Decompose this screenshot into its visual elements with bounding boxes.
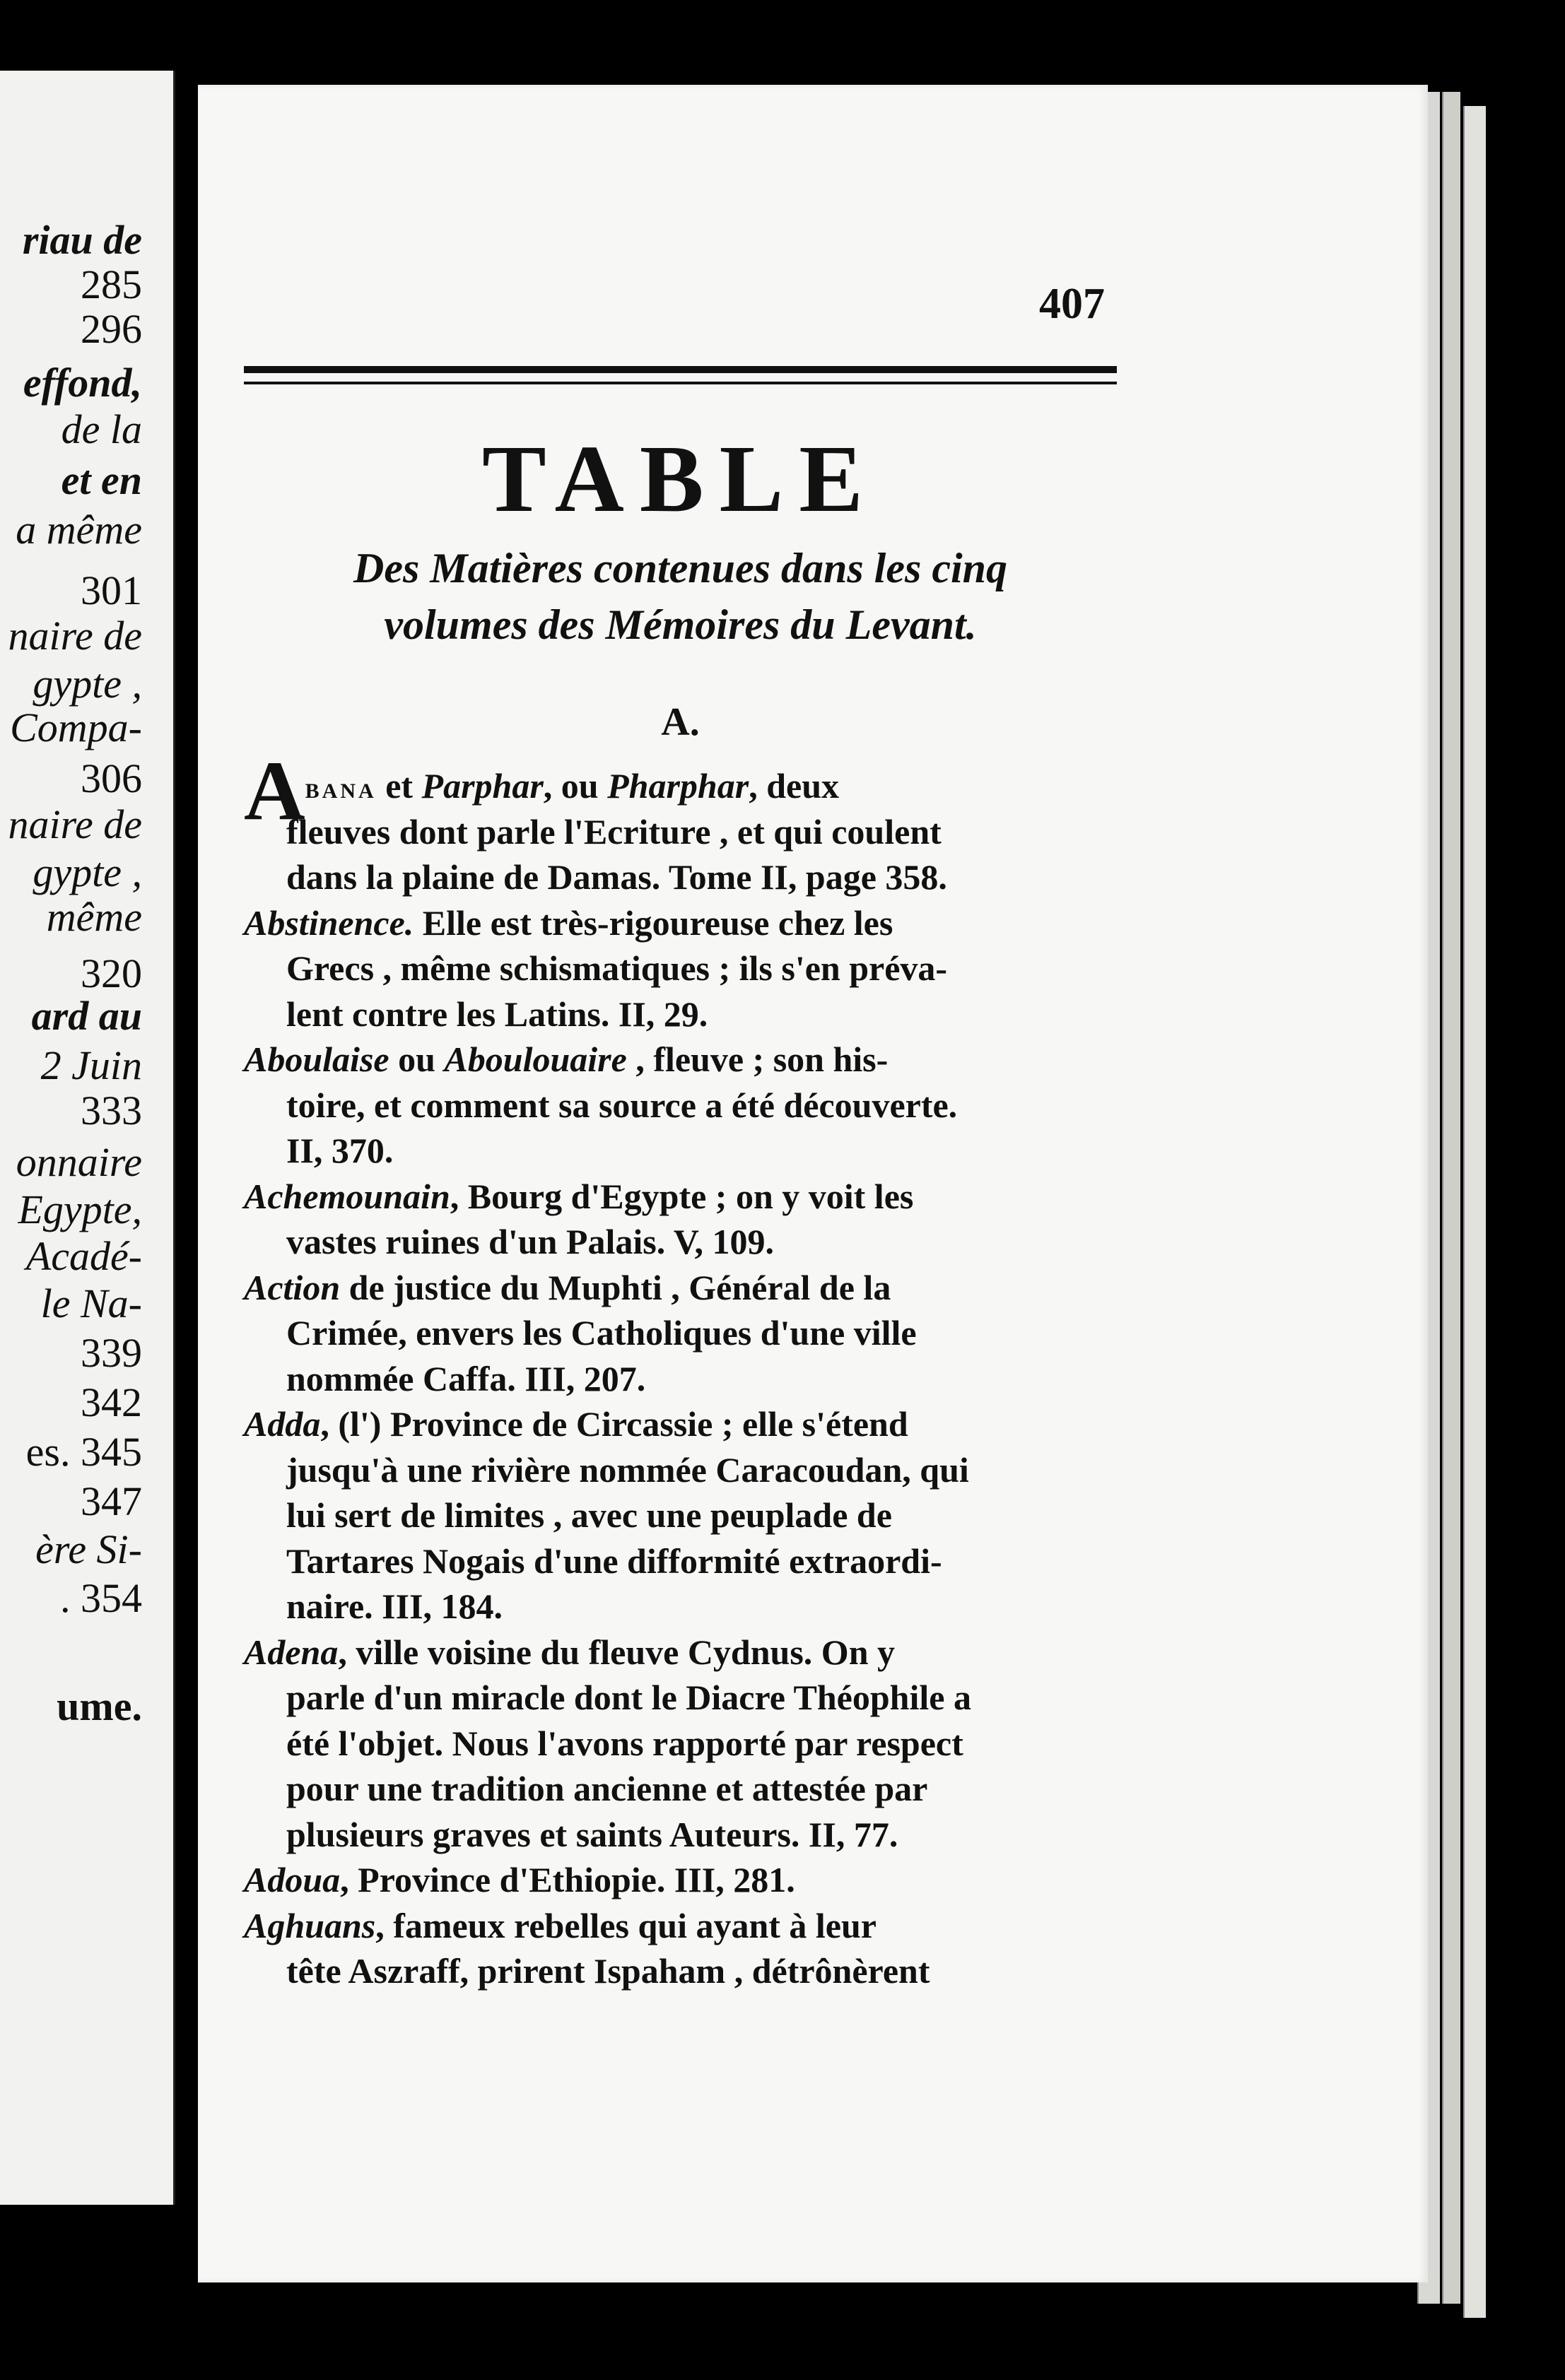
entry-text: lent contre les Latins. II, 29.	[286, 994, 708, 1034]
left-page-fragment: ume.	[57, 1683, 142, 1729]
section-letter: A.	[661, 700, 700, 744]
left-page-fragment: 347	[81, 1478, 142, 1524]
entry-text: toire, et comment sa source a été découverte.	[286, 1085, 958, 1125]
entry-headword: Achemounain	[244, 1176, 450, 1216]
entry-text: pour une tradition ancienne et attestée par	[286, 1769, 928, 1808]
entry-line	[244, 809, 1149, 855]
entry-line	[244, 1083, 1149, 1129]
entry-text: vastes ruines d'un Palais. V, 109.	[286, 1222, 774, 1261]
left-page-fragment: et en	[61, 457, 142, 503]
entry-text: naire. III, 184.	[286, 1586, 503, 1626]
entry-headword: Action	[244, 1267, 341, 1307]
entry-text: de justice du Muphti , Général de la	[340, 1267, 891, 1307]
entry-text: , Bourg d'Egypte ; on y voit les	[450, 1176, 914, 1216]
entry-line	[244, 854, 1149, 900]
entry-line	[244, 900, 1149, 946]
entry-text: II, 370.	[286, 1131, 394, 1170]
entry-headword: Pharphar	[607, 766, 749, 806]
entry-headword: Aghuans	[244, 1905, 376, 1945]
left-page-fragment: 333	[81, 1088, 142, 1133]
index-entry	[244, 743, 1149, 900]
entry-text: été l'objet. Nous l'avons rapporté par respect	[286, 1723, 963, 1763]
entry-line	[244, 1128, 1149, 1174]
entry-text: , (l') Province de Circassie ; elle s'étend	[320, 1404, 908, 1444]
entry-line	[244, 1948, 1149, 1994]
entry-line	[244, 1447, 1149, 1493]
entry-line	[244, 1721, 1149, 1767]
entry-line	[244, 1766, 1149, 1812]
entry-line	[244, 1219, 1149, 1265]
left-page-fragment: onnaire	[16, 1139, 142, 1185]
entry-line	[244, 1812, 1149, 1858]
entry-text: , fleuve ; son his-	[626, 1039, 889, 1079]
left-page-fragment: effond,	[23, 360, 142, 406]
entry-text: et	[376, 766, 422, 806]
left-page-fragment: a même	[16, 507, 142, 553]
entry-text: lui sert de limites , avec une peuplade de	[286, 1495, 892, 1535]
entry-headword: Aboulaise	[244, 1039, 389, 1079]
left-page-fragment: 339	[81, 1330, 142, 1376]
entry-text: , ou	[543, 766, 608, 806]
entry-line	[244, 1356, 1149, 1402]
left-page-fragment: Acadé-	[25, 1233, 142, 1279]
left-page-fragment: 2 Juin	[40, 1042, 142, 1088]
entry-text: tête Aszraff, prirent Ispaham , détrônèrent	[286, 1951, 930, 1991]
index-entry	[244, 1037, 1149, 1174]
entry-headword: Abstinence.	[244, 902, 414, 943]
entry-line	[244, 1492, 1149, 1538]
entry-text: BANA	[305, 779, 377, 803]
entry-line	[244, 991, 1149, 1037]
entry-text: Tartares Nogais d'une difformité extraordi-	[286, 1540, 942, 1581]
subtitle-line-2: volumes des Mémoires du Levant.	[384, 601, 977, 648]
entry-headword: Parphar	[421, 766, 544, 806]
left-page-fragment: 296	[81, 306, 142, 352]
entry-headword: Adda	[244, 1404, 321, 1444]
entry-text: , Province d'Ethiopie. III, 281.	[340, 1860, 795, 1899]
index-entry	[244, 1265, 1149, 1402]
page-edge	[1463, 106, 1486, 2318]
header-rule-thick	[244, 366, 1117, 373]
index-entries	[244, 743, 1149, 1994]
left-page-fragment: naire de	[8, 613, 142, 659]
left-page-fragment: riau de	[22, 217, 142, 263]
left-page-fragment: gypte ,	[33, 661, 142, 707]
entry-line	[244, 1857, 1149, 1903]
previous-page-fragment	[0, 71, 175, 2205]
index-entry	[244, 1857, 1149, 1903]
left-page-fragment: es. 345	[25, 1429, 142, 1475]
left-page-fragment: ard au	[31, 993, 142, 1039]
entry-line	[244, 1584, 1149, 1630]
entry-line	[244, 1174, 1149, 1220]
left-page-fragment: même	[46, 894, 142, 940]
entry-line	[244, 1310, 1149, 1356]
left-page-fragment: gypte ,	[33, 849, 142, 895]
index-entry	[244, 1174, 1149, 1265]
page-edge	[1442, 92, 1460, 2304]
entry-text: Crimée, envers les Catholiques d'une ville	[286, 1313, 917, 1353]
entry-text: nommée Caffa. III, 207.	[286, 1358, 646, 1398]
entry-text: Grecs , même schismatiques ; ils s'en préva-	[286, 948, 948, 988]
left-page-fragment: naire de	[8, 801, 142, 847]
entry-line	[244, 945, 1149, 991]
entry-text: , fameux rebelles qui ayant à leur	[375, 1905, 877, 1945]
header-rule-thin	[244, 382, 1117, 384]
index-entry	[244, 1903, 1149, 1994]
entry-line	[244, 1538, 1149, 1584]
left-page-fragment: 306	[81, 755, 142, 801]
entry-text: jusqu'à une rivière nommée Caracoudan, qui	[286, 1449, 969, 1490]
entry-text: , deux	[749, 766, 839, 806]
left-page-fragment: 285	[81, 261, 142, 307]
entry-line	[244, 1037, 1149, 1083]
page-number: 407	[1039, 280, 1105, 328]
entry-line	[244, 1401, 1149, 1447]
left-page-fragment: Egypte,	[18, 1186, 142, 1232]
index-entry	[244, 1630, 1149, 1858]
index-entry	[244, 1401, 1149, 1630]
left-page-fragment: de la	[61, 406, 142, 452]
entry-text: Elle est très-rigoureuse chez les	[414, 902, 893, 943]
entry-line	[244, 1903, 1149, 1949]
index-entry	[244, 900, 1149, 1037]
left-page-fragment: le Na-	[40, 1280, 142, 1326]
left-page-fragment: . 354	[60, 1575, 142, 1621]
subtitle-line-1: Des Matières contenues dans les cinq	[353, 545, 1008, 591]
entry-text: ou	[389, 1039, 445, 1079]
entry-headword: Aboulouaire	[444, 1039, 627, 1079]
entry-text: dans la plaine de Damas. Tome II, page 358.	[286, 857, 947, 897]
entry-line	[244, 1630, 1149, 1675]
entry-headword: Adoua	[244, 1860, 341, 1899]
left-page-fragment: ère Si-	[35, 1526, 142, 1572]
left-page-fragment: Compa-	[10, 705, 142, 750]
entry-line	[244, 1675, 1149, 1721]
entry-text: , ville voisine du fleuve Cydnus. On y	[338, 1632, 896, 1672]
page-title: TABLE	[482, 426, 879, 532]
entry-headword: Adena	[244, 1632, 339, 1672]
left-page-fragment: 342	[81, 1379, 142, 1425]
entry-text: parle d'un miracle dont le Diacre Théophile a	[286, 1678, 971, 1717]
drop-cap: A	[244, 743, 305, 837]
left-page-fragment: 320	[81, 950, 142, 996]
entry-text: plusieurs graves et saints Auteurs. II, 77.	[286, 1814, 898, 1854]
left-page-fragment: 301	[81, 567, 142, 613]
entry-line	[244, 1265, 1149, 1311]
entry-text: fleuves dont parle l'Ecriture , et qui coulent	[286, 811, 942, 852]
